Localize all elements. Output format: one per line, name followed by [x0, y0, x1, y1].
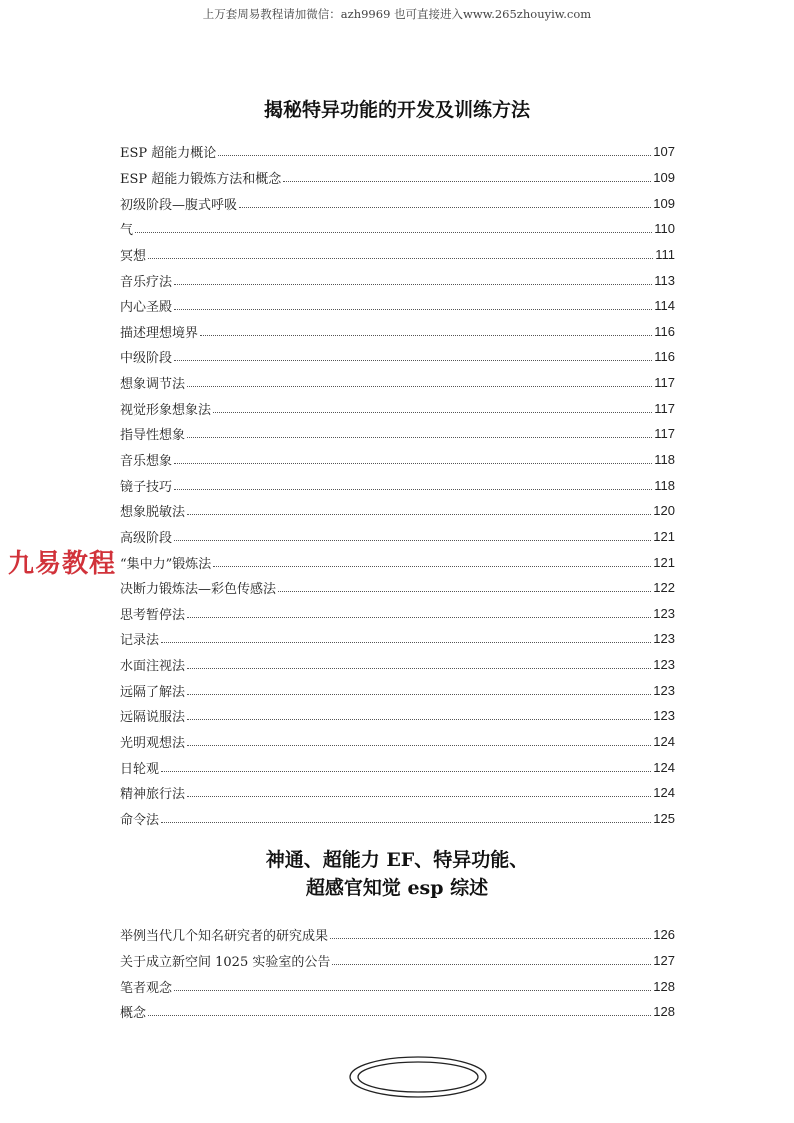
- toc-entry[interactable]: [120, 165, 675, 191]
- dot-leader: [239, 207, 651, 208]
- toc-entry[interactable]: [120, 549, 675, 575]
- section-title: 揭秘特异功能的开发及训练方法: [263, 99, 530, 121]
- toc-entry-page: 117: [654, 400, 675, 416]
- dot-leader: [283, 181, 651, 182]
- toc-entry-page: 116: [654, 349, 675, 365]
- toc-entry[interactable]: [120, 242, 675, 268]
- toc-entry[interactable]: [120, 754, 675, 780]
- dot-leader: [187, 719, 651, 720]
- toc-entry-title: 想象调节法: [120, 377, 186, 393]
- toc-entry[interactable]: [120, 626, 675, 652]
- toc-entry-page: 128: [653, 978, 675, 994]
- toc-entry-title: 音乐想象: [120, 454, 173, 469]
- toc-entry-page: 128: [653, 1004, 675, 1020]
- dot-leader: [174, 360, 652, 361]
- toc-entry-page: 120: [653, 503, 675, 519]
- dot-leader: [174, 463, 652, 464]
- toc-entry-page: 113: [654, 272, 675, 288]
- toc-entry-title: 中级阶段: [120, 351, 173, 367]
- toc-entry[interactable]: [120, 267, 675, 293]
- toc-entry-title: 日轮观: [120, 761, 160, 777]
- toc-entry-page: 111: [655, 246, 675, 262]
- header-note: 上万套周易教程请加微信：azh9969 也可直接进入www.265zhouyiw.com: [202, 7, 592, 21]
- toc-entry-page: 116: [654, 323, 675, 339]
- dot-leader: [187, 514, 651, 515]
- toc-entry-page: 118: [654, 452, 675, 467]
- toc-entry-title: 精神旅行法: [120, 787, 186, 803]
- toc-entry[interactable]: [120, 948, 675, 974]
- dot-leader: [161, 642, 651, 643]
- toc-entry[interactable]: [120, 601, 675, 627]
- toc-entry-title: 举例当代几个知名研究者的研究成果: [120, 929, 329, 945]
- toc-entry[interactable]: [120, 498, 675, 524]
- dot-leader: [213, 566, 651, 567]
- toc-entry-page: 123: [653, 708, 675, 724]
- dot-leader: [174, 284, 652, 285]
- dot-leader: [332, 964, 651, 965]
- dot-leader: [278, 591, 651, 592]
- dot-leader: [187, 796, 651, 797]
- toc-entry-title: 初级阶段—腹式呼吸: [120, 197, 238, 213]
- dot-leader: [174, 540, 651, 541]
- toc-entry-page: 123: [653, 631, 675, 647]
- toc-entry-page: 123: [653, 682, 675, 698]
- toc-entry-title: 笔者观念: [120, 980, 173, 996]
- toc-entry-title: 冥想: [120, 248, 147, 264]
- toc-entry-page: 125: [653, 810, 675, 826]
- dot-leader: [187, 386, 652, 387]
- dot-leader: [148, 258, 653, 259]
- toc-section-2: [120, 922, 675, 1025]
- dot-leader: [330, 938, 651, 939]
- toc-entry-page: 118: [654, 477, 675, 493]
- toc-entry-title: 命令法: [120, 812, 160, 828]
- toc-entry[interactable]: [120, 472, 675, 498]
- toc-entry-page: 127: [653, 952, 675, 968]
- toc-entry-title: 音乐疗法: [120, 274, 173, 290]
- toc-entry-title: 思考暂停法: [120, 607, 186, 623]
- toc-entry-page: 114: [654, 298, 675, 314]
- toc-entry[interactable]: [120, 318, 675, 344]
- footer-ornament-icon: [348, 1055, 488, 1099]
- toc-entry[interactable]: [120, 447, 675, 473]
- toc-entry-page: 123: [653, 657, 675, 673]
- toc-entry-title: 决断力锻炼法—彩色传感法: [120, 582, 277, 598]
- toc-entry[interactable]: [120, 703, 675, 729]
- toc-entry[interactable]: [120, 395, 675, 421]
- toc-entry-title: “集中力”锻炼法: [120, 556, 212, 572]
- toc-entry-page: 122: [653, 580, 675, 596]
- toc-entry-page: 124: [653, 785, 675, 801]
- toc-entry-title: 高级阶段: [120, 530, 173, 546]
- toc-entry-title: 关于成立新空间 1025 实验室的公告: [120, 954, 331, 970]
- dot-leader: [148, 1015, 651, 1016]
- dot-leader: [161, 771, 651, 772]
- toc-entry[interactable]: [120, 922, 675, 948]
- toc-entry-page: 126: [653, 927, 675, 943]
- toc-entry-page: 117: [654, 426, 675, 442]
- toc-entry-title: 水面注视法: [120, 659, 186, 675]
- toc-entry[interactable]: [120, 806, 675, 832]
- toc-entry[interactable]: [120, 524, 675, 550]
- toc-entry-title: 描述理想境界: [120, 325, 199, 341]
- toc-entry-title: 记录法: [120, 633, 160, 649]
- toc-entry[interactable]: [120, 575, 675, 601]
- dot-leader: [187, 617, 651, 618]
- toc-entry-page: 123: [653, 605, 675, 621]
- toc-entry-page: 110: [654, 221, 675, 237]
- toc-entry-title: 气: [120, 223, 134, 239]
- toc-entry[interactable]: [120, 293, 675, 319]
- toc-entry[interactable]: [120, 190, 675, 216]
- toc-entry-title: 光明观想法: [120, 736, 186, 752]
- toc-entry-page: 117: [654, 375, 675, 391]
- toc-entry-title: ESP 超能力锻炼方法和概念: [120, 171, 282, 187]
- dot-leader: [200, 335, 652, 336]
- toc-entry-title: 远隔说服法: [120, 710, 186, 726]
- toc-entry-title: 概念: [120, 1006, 147, 1022]
- toc-entry-title: ESP 超能力概论: [120, 146, 217, 162]
- dot-leader: [174, 309, 652, 310]
- toc-entry-title: 内心圣殿: [120, 300, 173, 316]
- toc-section-1: [120, 139, 675, 831]
- toc-entry-page: 107: [653, 144, 675, 160]
- dot-leader: [187, 668, 651, 669]
- dot-leader: [135, 232, 652, 233]
- toc-entry-page: 109: [653, 169, 675, 185]
- toc-entry[interactable]: [120, 344, 675, 370]
- dot-leader: [187, 694, 651, 695]
- toc-entry[interactable]: [120, 370, 675, 396]
- toc-entry-page: 124: [653, 734, 675, 750]
- toc-entry-page: 109: [653, 195, 675, 211]
- dot-leader: [161, 822, 651, 823]
- toc-entry[interactable]: [120, 652, 675, 678]
- toc-entry[interactable]: [120, 677, 675, 703]
- toc-entry-title: 镜子技巧: [120, 479, 173, 495]
- toc-entry[interactable]: [120, 999, 675, 1025]
- toc-entry[interactable]: [120, 421, 675, 447]
- toc-entry[interactable]: [120, 216, 675, 242]
- toc-entry-title: 远隔了解法: [120, 684, 186, 700]
- section-title-line-2: 超感官知觉 esp 综述: [305, 877, 489, 899]
- dot-leader: [187, 745, 651, 746]
- toc-entry[interactable]: [120, 139, 675, 165]
- toc-entry[interactable]: [120, 780, 675, 806]
- toc-entry[interactable]: [120, 729, 675, 755]
- toc-entry[interactable]: [120, 973, 675, 999]
- dot-leader: [174, 990, 651, 991]
- watermark-logo: 九易教程: [8, 549, 117, 579]
- section-title-line-1: 神通、超能力 EF、特异功能、: [265, 849, 529, 871]
- dot-leader: [187, 437, 652, 438]
- dot-leader: [213, 412, 652, 413]
- dot-leader: [218, 155, 651, 156]
- toc-entry-title: 视觉形象想象法: [120, 402, 212, 418]
- toc-entry-page: 124: [653, 759, 675, 775]
- toc-entry-page: 121: [653, 554, 675, 570]
- dot-leader: [174, 489, 652, 490]
- toc-entry-title: 想象脱敏法: [120, 505, 186, 521]
- toc-entry-title: 指导性想象: [120, 428, 186, 444]
- toc-entry-page: 121: [653, 528, 675, 544]
